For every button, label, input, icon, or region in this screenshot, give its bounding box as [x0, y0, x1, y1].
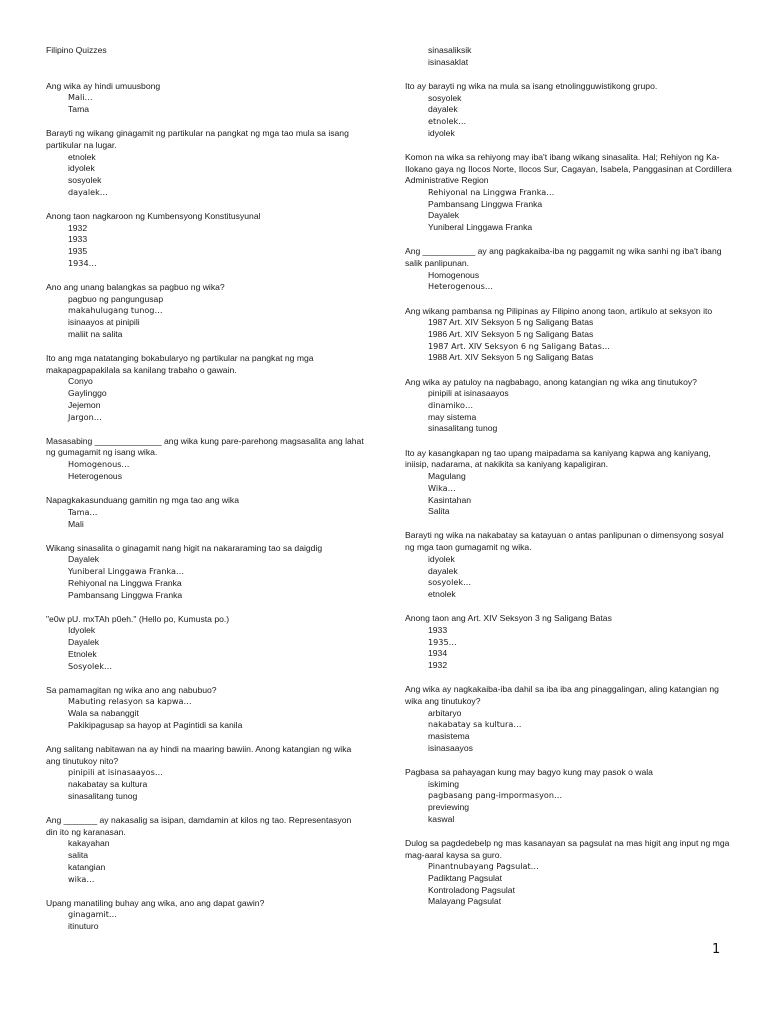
- choice-option: Malayang Pagsulat: [428, 896, 502, 907]
- choice-option: Idyolek: [68, 625, 96, 636]
- choice-option: Conyo: [68, 376, 93, 387]
- question-text: Ang wika ay hindi umuusbong: [46, 80, 161, 91]
- answer-option: nakabatay sa kultura…: [428, 719, 522, 730]
- choice-option: Yuniberal Linggawa Franka: [428, 222, 533, 233]
- choice-option: masistema: [428, 730, 470, 741]
- quiz-item: [46, 353, 364, 423]
- answer-option: ginagamit…: [68, 909, 117, 920]
- question-text: Sa pamamagitan ng wika ano ang nabubuo?: [46, 684, 217, 695]
- question-text: Ang _______ ay nakasalig sa isipan, damdamin at kilos ng tao. Representasyon din ito ng karanasan.: [46, 815, 352, 837]
- answer-option: Wika…: [428, 482, 456, 493]
- quiz-item: [46, 744, 364, 803]
- choice-option: katangian: [68, 861, 106, 872]
- choice-option: sosyolek: [68, 175, 102, 186]
- quiz-item: [46, 436, 364, 483]
- answer-option: 1934…: [68, 257, 97, 268]
- question-text: Upang manatiling buhay ang wika, ano ang dapat gawin?: [46, 897, 265, 908]
- choice-option: Padiktang Pagsulat: [428, 872, 503, 883]
- question-text: Ito ang mga natatanging bokabularyo ng partikular na pangkat ng mga makapagpapakilala sa kanilang trabaho o gawain.: [46, 353, 314, 375]
- choice-option: sinasaliksik: [428, 45, 472, 55]
- question-text: Anong taon nagkaroon ng Kumbensyong Konstitusyunal: [46, 211, 261, 222]
- quiz-item: [46, 815, 364, 885]
- answer-option: etnolek…: [428, 116, 467, 127]
- choice-option: sinasalitang tunog: [68, 790, 138, 801]
- choice-option: kakayahan: [68, 838, 110, 849]
- choice-option: iskiming: [428, 778, 460, 789]
- choice-option: etnolek: [428, 588, 456, 599]
- right-question-list: [405, 81, 735, 908]
- choice-option: Pakikipagusap sa hayop at Pagintidi sa kanila: [68, 719, 243, 730]
- choice-option: Homogenous: [428, 269, 480, 280]
- choice-option: Mali: [68, 518, 84, 529]
- choice-option: previewing: [428, 801, 470, 812]
- answer-option: Heterogenous…: [428, 281, 493, 292]
- choice-option: 1933: [428, 624, 448, 635]
- choice-option: Kontroladong Pagsulat: [428, 884, 515, 895]
- question-text: Barayti ng wikang ginagamit ng partikular na pangkat ng mga tao mula sa isang partikular na lugar.: [46, 128, 349, 151]
- choice-option: arbitaryo: [428, 707, 462, 718]
- choice-option: Kasintahan: [428, 494, 472, 505]
- continued-options: [405, 45, 735, 68]
- choice-option: dayalek: [428, 104, 458, 115]
- answer-option: Yuniberal Linggawa Franka…: [68, 566, 185, 577]
- choice-option: pagbuo ng pangungusap: [68, 293, 164, 304]
- choice-option: isinaayos at pinipili: [68, 317, 140, 328]
- answer-option: pagbasang pang-impormasyon…: [428, 790, 563, 801]
- question-text: Ang ___________ ay ang pagkakaiba-iba ng paggamit ng wika sanhi ng iba't ibang salik panlipunan.: [405, 246, 722, 269]
- quiz-item: [405, 613, 735, 672]
- question-text: Ano ang unang balangkas sa pagbuo ng wika?: [46, 282, 225, 293]
- quiz-item: [46, 898, 364, 933]
- choice-option: 1933: [68, 234, 88, 245]
- page-number: 1: [712, 942, 721, 957]
- choice-option: kaswal: [428, 813, 455, 824]
- choice-option: Dayalek: [68, 637, 100, 648]
- quiz-item: [46, 543, 364, 602]
- question-text: Barayti ng wika na nakabatay sa katayuan o antas panlipunan o dimensyong sosyal ng mga taon gumagamit ng wika.: [405, 530, 724, 553]
- question-text: Komon na wika sa rehiyong may iba't ibang wikang sinasalita. Hal; Rehiyon ng Ka-Ilokano gaya ng Ilocos Norte, Ilocos Sur, Cagayan, Isabela, Panggasinan at Cordillera Administrative Region: [405, 151, 732, 186]
- choice-option: idyolek: [68, 163, 95, 174]
- quiz-item: [405, 81, 735, 140]
- choice-option: Pambansang Linggwa Franka: [68, 589, 183, 600]
- left-column: [46, 45, 364, 945]
- answer-option: 1935…: [428, 636, 457, 647]
- answer-option: pinipili at isinasaayos…: [68, 767, 163, 778]
- choice-option: Magulang: [428, 471, 466, 482]
- quiz-item: [46, 685, 364, 732]
- choice-option: nakabatay sa kultura: [68, 779, 148, 790]
- right-column: [405, 45, 735, 921]
- quiz-item: [46, 211, 364, 270]
- choice-option: pinipili at isinasaayos: [428, 388, 509, 399]
- choice-option: salita: [68, 850, 89, 861]
- question-text: Masasabing ______________ ang wika kung pare-parehong magsasalita ang lahat ng gumagamit ng isang wika.: [46, 435, 364, 458]
- quiz-item: [405, 377, 735, 436]
- choice-option: Heterogenous: [68, 470, 122, 481]
- quiz-item: [405, 152, 735, 234]
- quiz-item: [405, 306, 735, 365]
- choice-option: Gaylinggo: [68, 388, 107, 399]
- answer-option: dayalek…: [68, 186, 108, 197]
- answer-option: sosyolek…: [428, 577, 472, 588]
- quiz-item: [405, 246, 735, 293]
- quiz-item: [46, 81, 364, 116]
- question-text: Ang wika ay patuloy na nagbabago, anong katangian ng wika ang tinutukoy?: [405, 376, 697, 387]
- quiz-item: [405, 530, 735, 600]
- answer-option: Mabuting relasyon sa kapwa…: [68, 696, 192, 707]
- answer-option: 1987 Art. XIV Seksyon 6 ng Saligang Batas…: [428, 340, 610, 351]
- answer-option: Jargon…: [68, 411, 102, 422]
- answer-option: Rehiyonal na Linggwa Franka…: [428, 187, 555, 198]
- quiz-item: [46, 282, 364, 341]
- answer-option: Pinantnubayang Pagsulat…: [428, 861, 539, 872]
- choice-option: itinuturo: [68, 921, 99, 932]
- question-text: Napagkakasunduang gamitin ng mga tao ang wika: [46, 495, 240, 506]
- question-text: Ang salitang nabitawan na ay hindi na maaring bawiin. Anong katangian ng wika ang tinutukoy nito?: [46, 744, 352, 766]
- choice-option: Rehiyonal na Linggwa Franka: [68, 577, 182, 588]
- question-text: Ito ay barayti ng wika na mula sa isang etnolingguwistikong grupo.: [405, 80, 658, 91]
- quiz-item: [46, 128, 364, 198]
- choice-option: Tama: [68, 104, 90, 115]
- question-text: Wikang sinasalita o ginagamit nang higit na nakararaming tao sa daigdig: [46, 542, 323, 553]
- choice-option: idyolek: [428, 553, 455, 564]
- document-title: Filipino Quizzes: [46, 45, 107, 55]
- choice-option: Wala sa nabanggit: [68, 708, 139, 719]
- choice-option: 1932: [68, 222, 88, 233]
- choice-option: Dayalek: [428, 210, 460, 221]
- choice-option: idyolek: [428, 127, 455, 138]
- quiz-item: [46, 614, 364, 673]
- choice-option: Etnolek: [68, 648, 97, 659]
- choice-option: sinasalitang tunog: [428, 423, 498, 434]
- quiz-item: [405, 767, 735, 826]
- choice-option: Pambansang Linggwa Franka: [428, 198, 543, 209]
- question-text: Ito ay kasangkapan ng tao upang maipadama sa kaniyang kapwa ang kaniyang, iniisip, nadarama, at nakikita sa kaniyang kapaligiran.: [405, 447, 711, 470]
- quiz-item: [405, 448, 735, 518]
- choice-option: sosyolek: [428, 92, 462, 103]
- left-question-list: [46, 81, 364, 933]
- choice-option: Jejemon: [68, 399, 101, 410]
- answer-option: wika…: [68, 873, 95, 884]
- quiz-item: [405, 684, 735, 754]
- answer-option: Mali…: [68, 92, 93, 103]
- question-text: Ang wikang pambansa ng Pilipinas ay Filipino anong taon, artikulo at seksyon ito: [405, 305, 713, 316]
- choice-option: Dayalek: [68, 554, 100, 565]
- answer-option: dinamiko…: [428, 400, 474, 411]
- choice-option: 1932: [428, 659, 448, 670]
- choice-option: 1934: [428, 648, 448, 659]
- answer-option: Tama…: [68, 506, 98, 517]
- question-text: Ang wika ay nagkakaiba-iba dahil sa iba iba ang pinaggalingan, aling katangian ng wika ang tinutukoy?: [405, 684, 719, 706]
- choice-option: isinasaayos: [428, 742, 473, 753]
- quiz-item: [405, 838, 735, 908]
- choice-option: dayalek: [428, 565, 458, 576]
- question-text: "e0w pU. mxTAh p0eh." (Hello po, Kumusta po.): [46, 613, 230, 624]
- choice-option: maliit na salita: [68, 328, 123, 339]
- quiz-item: [46, 495, 364, 530]
- question-text: Dulog sa pagdedebelp ng mas kasanayan sa pagsulat na mas higit ang input ng mga mag-aaral kaysa sa guro.: [405, 837, 730, 860]
- choice-option: Salita: [428, 506, 450, 517]
- choice-option: 1987 Art. XIV Seksyon 5 ng Saligang Batas: [428, 317, 594, 328]
- question-text: Pagbasa sa pahayagan kung may bagyo kung may pasok o wala: [405, 766, 653, 777]
- choice-option: may sistema: [428, 411, 477, 422]
- choice-option: 1986 Art. XIV Seksyon 5 ng Saligang Batas: [428, 329, 594, 340]
- question-text: Anong taon ang Art. XIV Seksyon 3 ng Saligang Batas: [405, 613, 612, 624]
- choice-option: etnolek: [68, 151, 96, 162]
- answer-option: Homogenous…: [68, 459, 130, 470]
- answer-option: makahulugang tunog…: [68, 305, 163, 316]
- answer-option: Sosyolek…: [68, 660, 113, 671]
- choice-option: 1935: [68, 246, 88, 257]
- choice-option: isinasaklat: [428, 56, 469, 67]
- choice-option: 1988 Art. XIV Seksyon 5 ng Saligang Batas: [428, 352, 594, 363]
